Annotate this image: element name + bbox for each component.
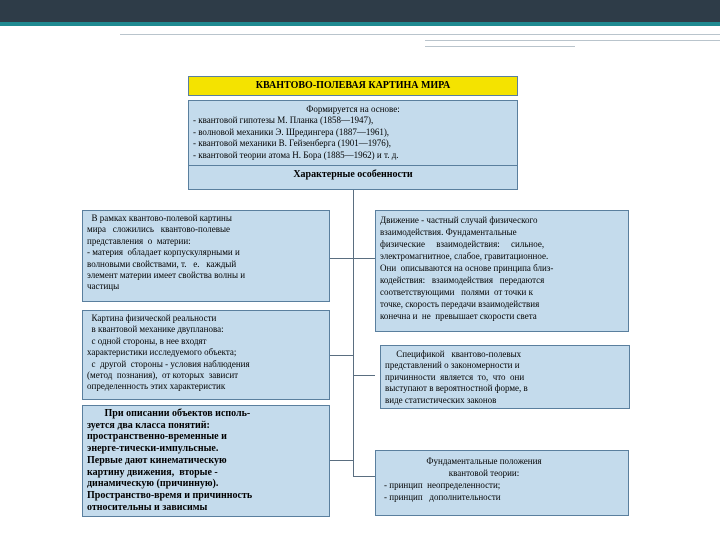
- left-box-line: волновыми свойствами, т. е. каждый: [87, 258, 237, 269]
- right-box-line: выступают в вероятностной форме, в: [385, 383, 528, 394]
- right-box-line: электромагнитное, слабое, гравитационное.: [380, 251, 549, 261]
- connector-trunk: [353, 190, 354, 476]
- basis-item: - волновой механики Э. Шредингера (1887—1961),: [193, 126, 390, 137]
- connector-right-1: [353, 258, 375, 259]
- decor-stripe: [640, 40, 720, 41]
- left-box-concepts: [82, 405, 330, 517]
- left-box-line: динамическую (причинную).: [87, 478, 219, 490]
- right-box-line: точке, скорость передачи взаимодействия: [380, 299, 540, 309]
- left-box-line: Пространство-время и причинность: [87, 489, 253, 501]
- right-box-line: физические взаимодействия: сильное,: [380, 239, 545, 249]
- right-box-line: Спецификой квантово-полевых: [385, 349, 522, 359]
- left-box-line: в квантовой механике двупланова:: [87, 324, 224, 335]
- right-box-line: взаимодействия. Фундаментальные: [380, 227, 517, 237]
- right-box-line: Движение - частный случай физического: [380, 215, 538, 225]
- left-box-line: энерге-тически-импульсные.: [87, 443, 219, 455]
- connector-right-3: [353, 476, 375, 477]
- right-box-line: Они описываются на основе принципа близ-: [380, 263, 554, 273]
- left-box-line: элемент материи имеет свойства волны и: [87, 270, 246, 281]
- right-box-line: квантовой теории:: [448, 468, 520, 478]
- left-box-line: зуется два класса понятий:: [87, 419, 210, 431]
- basis-item: - квантовой теории атома Н. Бора (1885—1962) и т. д.: [193, 149, 399, 160]
- left-box-line: характеристики исследуемого объекта;: [87, 347, 237, 358]
- left-box-line: представления о материи:: [87, 235, 191, 246]
- left-box-line: картину движения, вторые -: [87, 466, 218, 478]
- connector-right-2: [353, 375, 375, 376]
- basis-heading: Формируется на основе:: [306, 104, 400, 114]
- basis-item: - квантовой механики В. Гейзенберга (1901—1976),: [193, 138, 391, 149]
- right-box-line: соответствующими полями от точки к: [380, 287, 533, 297]
- left-box-matter: [82, 210, 330, 302]
- left-box-line: (метод познания), от которых зависит: [87, 370, 239, 381]
- left-box-line: с другой стороны - условия наблюдения: [87, 358, 250, 369]
- right-box-line: представлений о закономерности и: [385, 360, 520, 371]
- basis-item: - квантовой гипотезы М. Планка (1858—1947),: [193, 115, 374, 126]
- left-box-reality: [82, 310, 330, 400]
- left-box-line: относительны и зависимы: [87, 501, 208, 513]
- slide-top-bar: [0, 0, 720, 22]
- slide-top-accent: [0, 22, 720, 26]
- connector-left-2: [330, 355, 354, 356]
- left-box-line: частицы: [87, 281, 120, 292]
- right-box-line: Фундаментальные положения: [426, 456, 542, 466]
- decor-stripe: [120, 34, 720, 35]
- connector-left-1: [330, 258, 354, 259]
- decor-stripe: [425, 40, 665, 41]
- left-box-line: Первые дают кинематическую: [87, 454, 227, 466]
- connector-left-3: [330, 460, 354, 461]
- left-box-line: Картина физической реальности: [87, 313, 217, 323]
- diagram-title: КВАНТОВО-ПОЛЕВАЯ КАРТИНА МИРА: [188, 76, 518, 96]
- decor-stripe: [425, 46, 575, 47]
- right-box-line: кодействия: взаимодействия передаются: [380, 275, 545, 285]
- left-box-line: с одной стороны, в нее входят: [87, 335, 207, 346]
- right-box-causality: [380, 345, 630, 409]
- left-box-line: В рамках квантово-полевой картины: [87, 213, 232, 223]
- right-box-principles: [375, 450, 629, 516]
- right-box-line: виде статистических законов: [385, 394, 497, 405]
- features-heading: Характерные особенности: [189, 165, 517, 183]
- right-box-line: конечна и не превышает скорости света: [380, 311, 537, 321]
- left-box-line: При описании объектов исполь-: [87, 408, 251, 419]
- right-box-interaction: [375, 210, 629, 332]
- left-box-line: - материя обладает корпускулярными и: [87, 247, 240, 258]
- left-box-line: определенность этих характеристик: [87, 381, 226, 392]
- basis-box: [188, 100, 518, 190]
- right-box-line: - принцип неопределенности;: [384, 480, 501, 490]
- left-box-line: пространственно-временные и: [87, 431, 227, 443]
- right-box-line: причинности является то, что они: [385, 371, 525, 382]
- left-box-line: мира сложились квантово-полевые: [87, 224, 230, 235]
- right-box-line: - принцип дополнительности: [384, 492, 501, 502]
